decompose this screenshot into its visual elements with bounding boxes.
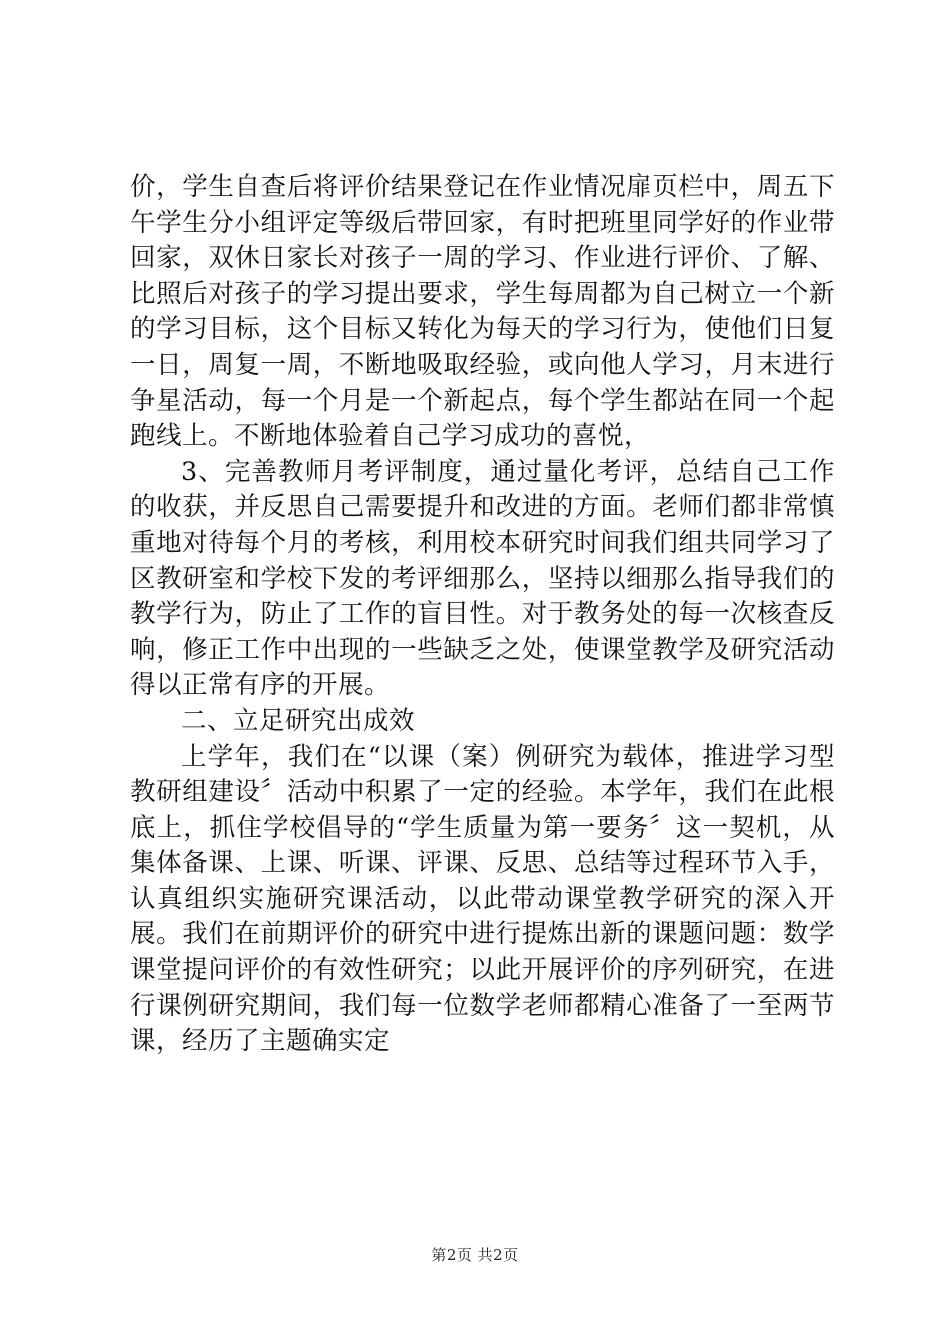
paragraph-teacher-evaluation: 3、完善教师月考评制度，通过量化考评，总结自己工作的收获，并反思自己需要提升和改进的方面。老师们都非常慎重地对待每个月的考核，利用校本研究时间我们组共同学习了区教研室和学校下发的考评细那么，坚持以细那么指导我们的教学行为，防止了工作的盲目性。对于教务处的每一次核查反响，修正工作中出现的一些缺乏之处，使课堂教学及研究活动得以正常有序的开展。 [130,456,835,701]
document-body [130,170,835,1060]
paragraph-research: 上学年，我们在“以课（案）例研究为载体，推进学习型教研组建设〞活动中积累了一定的经验。本学年，我们在此根底上，抓住学校倡导的“学生质量为第一要务〞这一契机，从集体备课、上课、听课、评课、反思、总结等过程环节入手，认真组织实施研究课活动，以此带动课堂教学研究的深入开展。我们在前期评价的研究中进行提炼出新的课题问题：数学课堂提问评价的有效性研究；以此开展评价的序列研究，在进行课例研究期间，我们每一位数学老师都精心准备了一至两节课，经历了主题确实定 [130,741,835,1057]
page-footer: 第2页 共2页 [431,1246,519,1264]
paragraph-continuation: 价，学生自查后将评价结果登记在作业情况扉页栏中，周五下午学生分小组评定等级后带回家，有时把班里同学好的作业带回家，双休日家长对孩子一周的学习、作业进行评价、了解、比照后对孩子的学习提出要求，学生每周都为自己树立一个新的学习目标，这个目标又转化为每天的学习行为，使他们日复一日，周复一周，不断地吸取经验，或向他人学习，月末进行争星活动，每一个月是一个新起点，每个学生都站在同一个起跑线上。不断地体验着自己学习成功的喜悦， [130,172,835,452]
section-heading: 二、立足研究出成效 [181,705,416,736]
